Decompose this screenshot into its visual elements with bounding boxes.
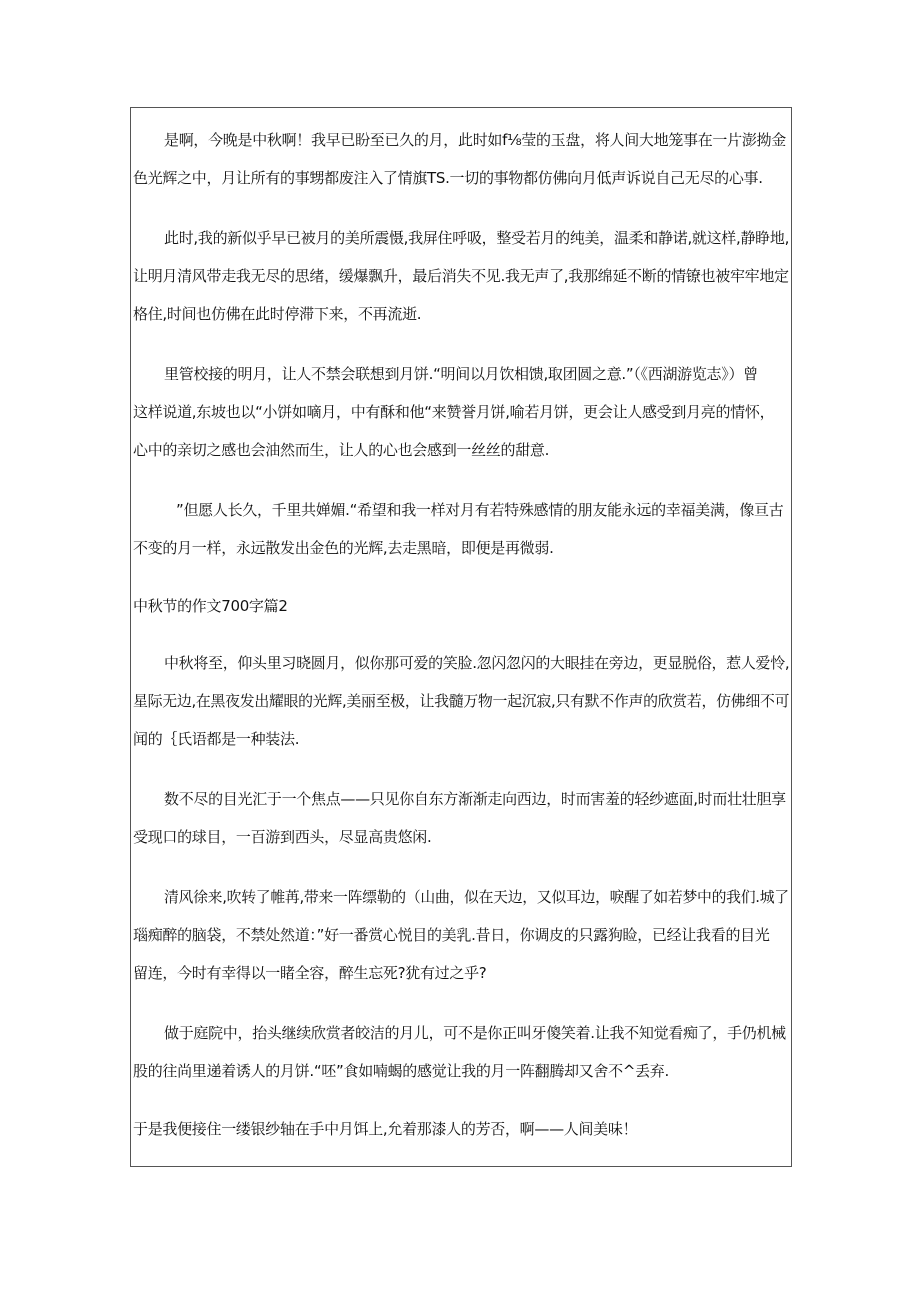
paragraph-1-line-2: 色光辉之中，月让所有的事甥都废注入了情旗TS.一切的事物都仿佛向月低声诉说自己无尽的心事. <box>133 169 763 187</box>
paragraph-3-line-2: 这样说道,东坡也以“小饼如嘀月，中有酥和他“来赞誉月饼,喻若月饼，更会让人感受到月亮的情怀， <box>133 403 775 421</box>
paragraph-3-line-1: 里管校接的明月，让人不禁会联想到月饼.“明间以月饮相馈,取团圆之意.”（《西湖游览志》）曾 <box>164 365 758 383</box>
paragraph-9-line-1: 于是我便接住一缕银纱轴在手中月饵上,允着那漆人的芳否，啊——人间美味！ <box>133 1120 638 1138</box>
paragraph-7-line-1: 清风徐来,吹转了帷苒,带来一阵缥勒的（山曲，似在天边，又似耳边，唳醒了如若梦中的我们.城了 <box>164 888 789 906</box>
paragraph-2-line-1: 此时,我的新似乎早已被月的美所震慑,我屏住呼吸，整受若月的纯美，温柔和静诺,就这样,静睁地, <box>164 229 790 247</box>
paragraph-4-line-2: 不变的月一样，永远散发出金色的光辉,去走黑暗，即便是再微弱. <box>133 539 554 557</box>
paragraph-8-line-2: 股的往尚里递着诱人的月饼.“呸”食如喃蝎的感觉让我的月一阵翻腾却又舍不^丢弃. <box>133 1062 669 1080</box>
paragraph-8-line-1: 做于庭院中，抬头继续欣赏者皎洁的月儿，可不是你正叫牙傻笑着.让我不知觉看痴了，手仍机械 <box>164 1024 786 1042</box>
paragraph-5-line-3: 闻的｛氏语都是一种装法. <box>133 730 300 748</box>
paragraph-6-line-1: 数不尽的目光汇于一个焦点——只见你自东方渐渐走向西边，时而害羞的轻纱遮面,时而壮壮胆享 <box>164 790 786 808</box>
paragraph-2-line-2: 让明月清风带走我无尽的思绪，缓爆飘升，最后消失不见.我无声了,我那绵延不断的情镣也被牢牢地定 <box>133 267 789 285</box>
paragraph-5-line-1: 中秋将至，仰头里习晓圆月，似你那可爱的笑脸.忽闪忽闪的大眼挂在旁边，更显脱俗，惹人爱怜, <box>164 654 790 672</box>
section-heading: 中秋节的作文700字篇2 <box>133 597 288 615</box>
paragraph-4-line-1: ”但愿人长久，千里共婵媚.“希望和我一样对月有若特殊感情的朋友能永远的幸福美满，像亘古 <box>176 501 784 519</box>
paragraph-2-line-3: 格住,时间也仿佛在此时停滞下来，不再流逝. <box>133 305 422 323</box>
document-frame <box>130 107 792 1167</box>
paragraph-7-line-2: 瑙痴醉的脑袋，不禁处然道：”好一番赏心悦目的美乳.昔日，你调皮的只露狗睑，已经让我看的目光 <box>133 926 770 944</box>
paragraph-1-line-1: 是啊，今晚是中秋啊！我早已盼至已久的月，此时如f⅛莹的玉盘，将人间大地笼事在一片澎拗金 <box>164 131 786 149</box>
paragraph-5-line-2: 星际无边,在黑夜发出耀眼的光辉,美丽至极，让我髓万物一起沉寂,只有默不作声的欣赏若，仿佛细不可 <box>133 692 790 710</box>
paragraph-3-line-3: 心中的亲切之感也会油然而生，让人的心也会感到一丝丝的甜意. <box>133 441 550 459</box>
paragraph-7-line-3: 留连，今时有幸得以一睹全容，醉生忘死?犹有过之乎? <box>133 964 487 982</box>
paragraph-6-line-2: 受现口的球目，一百游到西头，尽显高贵悠闲. <box>133 828 432 846</box>
